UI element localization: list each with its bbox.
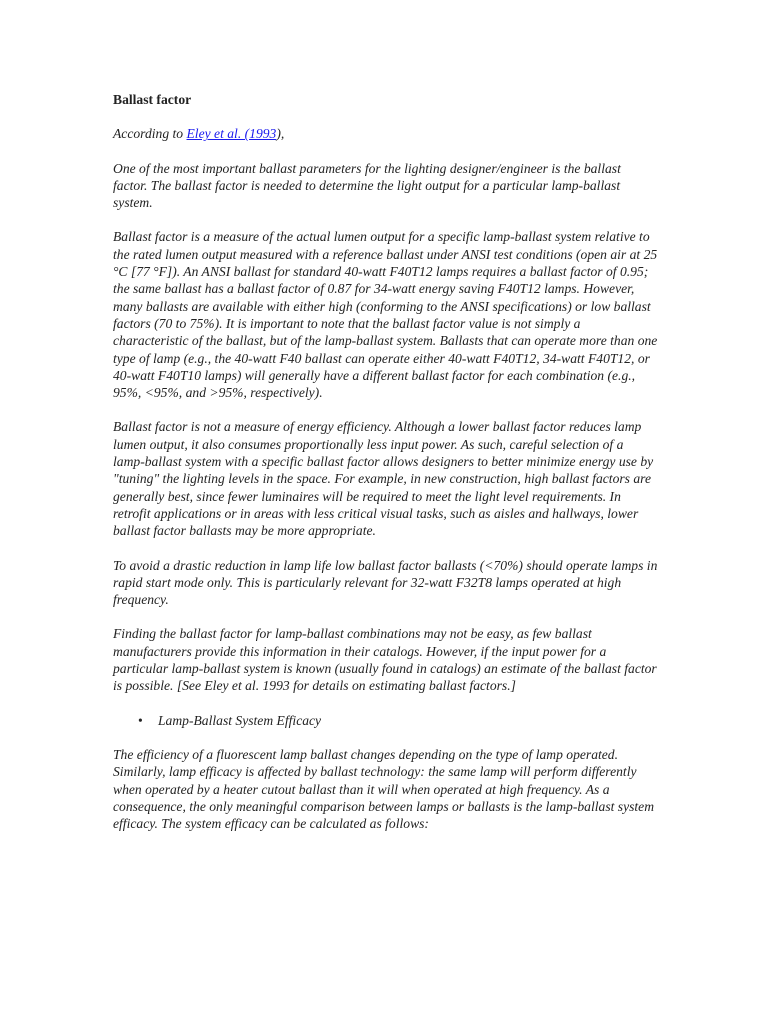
paragraph-system-efficacy: The efficiency of a fluorescent lamp ballast changes depending on the type of lamp operated. Similarly, lamp efficacy is affected by ballast technology: the same lamp will perform differently when operated by a heater cutout ballast than it will when operated at high frequency. As a consequence, the only meaningful comparison between lamps or ballasts is the lamp-ballast system efficacy. The system efficacy can be calculated as follows: [113,746,655,832]
intro-prefix: According to [113,126,187,142]
intro-paragraph [113,125,658,142]
bullet-list [113,712,658,729]
paragraph-importance: One of the most important ballast parameters for the lighting designer/engineer is the ballast factor. The ballast factor is needed to determine the light output for a particular lamp-ballast system. [113,160,621,211]
eley-citation-link[interactable]: Eley et al. (1993 [186,126,277,142]
list-item [113,712,658,729]
document-body [113,91,658,849]
paragraph-lamp-life: To avoid a drastic reduction in lamp life low ballast factor ballasts (<70%) should operate lamps in rapid start mode only. This is particularly relevant for 32-watt F32T8 lamps operated at high frequency. [113,557,658,608]
bullet-icon: • [138,712,143,728]
intro-suffix: ), [276,126,285,142]
section-heading: Ballast factor [113,92,192,107]
paragraph-definition: Ballast factor is a measure of the actual lumen output for a specific lamp-ballast system relative to the rated lumen output measured with a reference ballast under ANSI test conditions (open air at 25 °C [77 °F]). An ANSI ballast for standard 40-watt F40T12 lamps requires a ballast factor of 0.95; the same ballast has a ballast factor of 0.87 for 34-watt energy saving F40T12 lamps. However, many ballasts are available with either high (conforming to the ANSI specifications) or low ballast factors (70 to 75%). It is important to note that the ballast factor value is not simply a characteristic of the ballast, but of the lamp-ballast system. Ballasts that can operate more than one type of lamp (e.g., the 40-watt F40 ballast can operate either 40-watt F40T12, 34-watt F40T12, or 40-watt F40T10 lamps) will generally have a different ballast factor for each combination (e.g., 95%, <95%, and >95%, respectively). [113,229,658,401]
paragraph-finding-factor: Finding the ballast factor for lamp-ballast combinations may not be easy, as few ballast manufacturers provide this information in their catalogs. However, if the input power for a particular lamp-ballast system is known (usually found in catalogs) an estimate of the ballast factor is possible. [See Eley et al. 1993 for details on estimating ballast factors.] [113,626,657,694]
bullet-text: Lamp-Ballast System Efficacy [158,712,322,728]
paragraph-energy-efficiency: Ballast factor is not a measure of energy efficiency. Although a lower ballast factor reduces lamp lumen output, it also consumes proportionally less input power. As such, careful selection of a lamp-ballast system with a specific ballast factor allows designers to better minimize energy use by "tuning" the lighting levels in the space. For example, in new construction, high ballast factors are generally best, since fewer luminaires will be required to meet the light level requirements. In retrofit applications or in areas with less critical visual tasks, such as aisles and hallways, lower ballast factor ballasts may be more appropriate. [113,419,654,539]
